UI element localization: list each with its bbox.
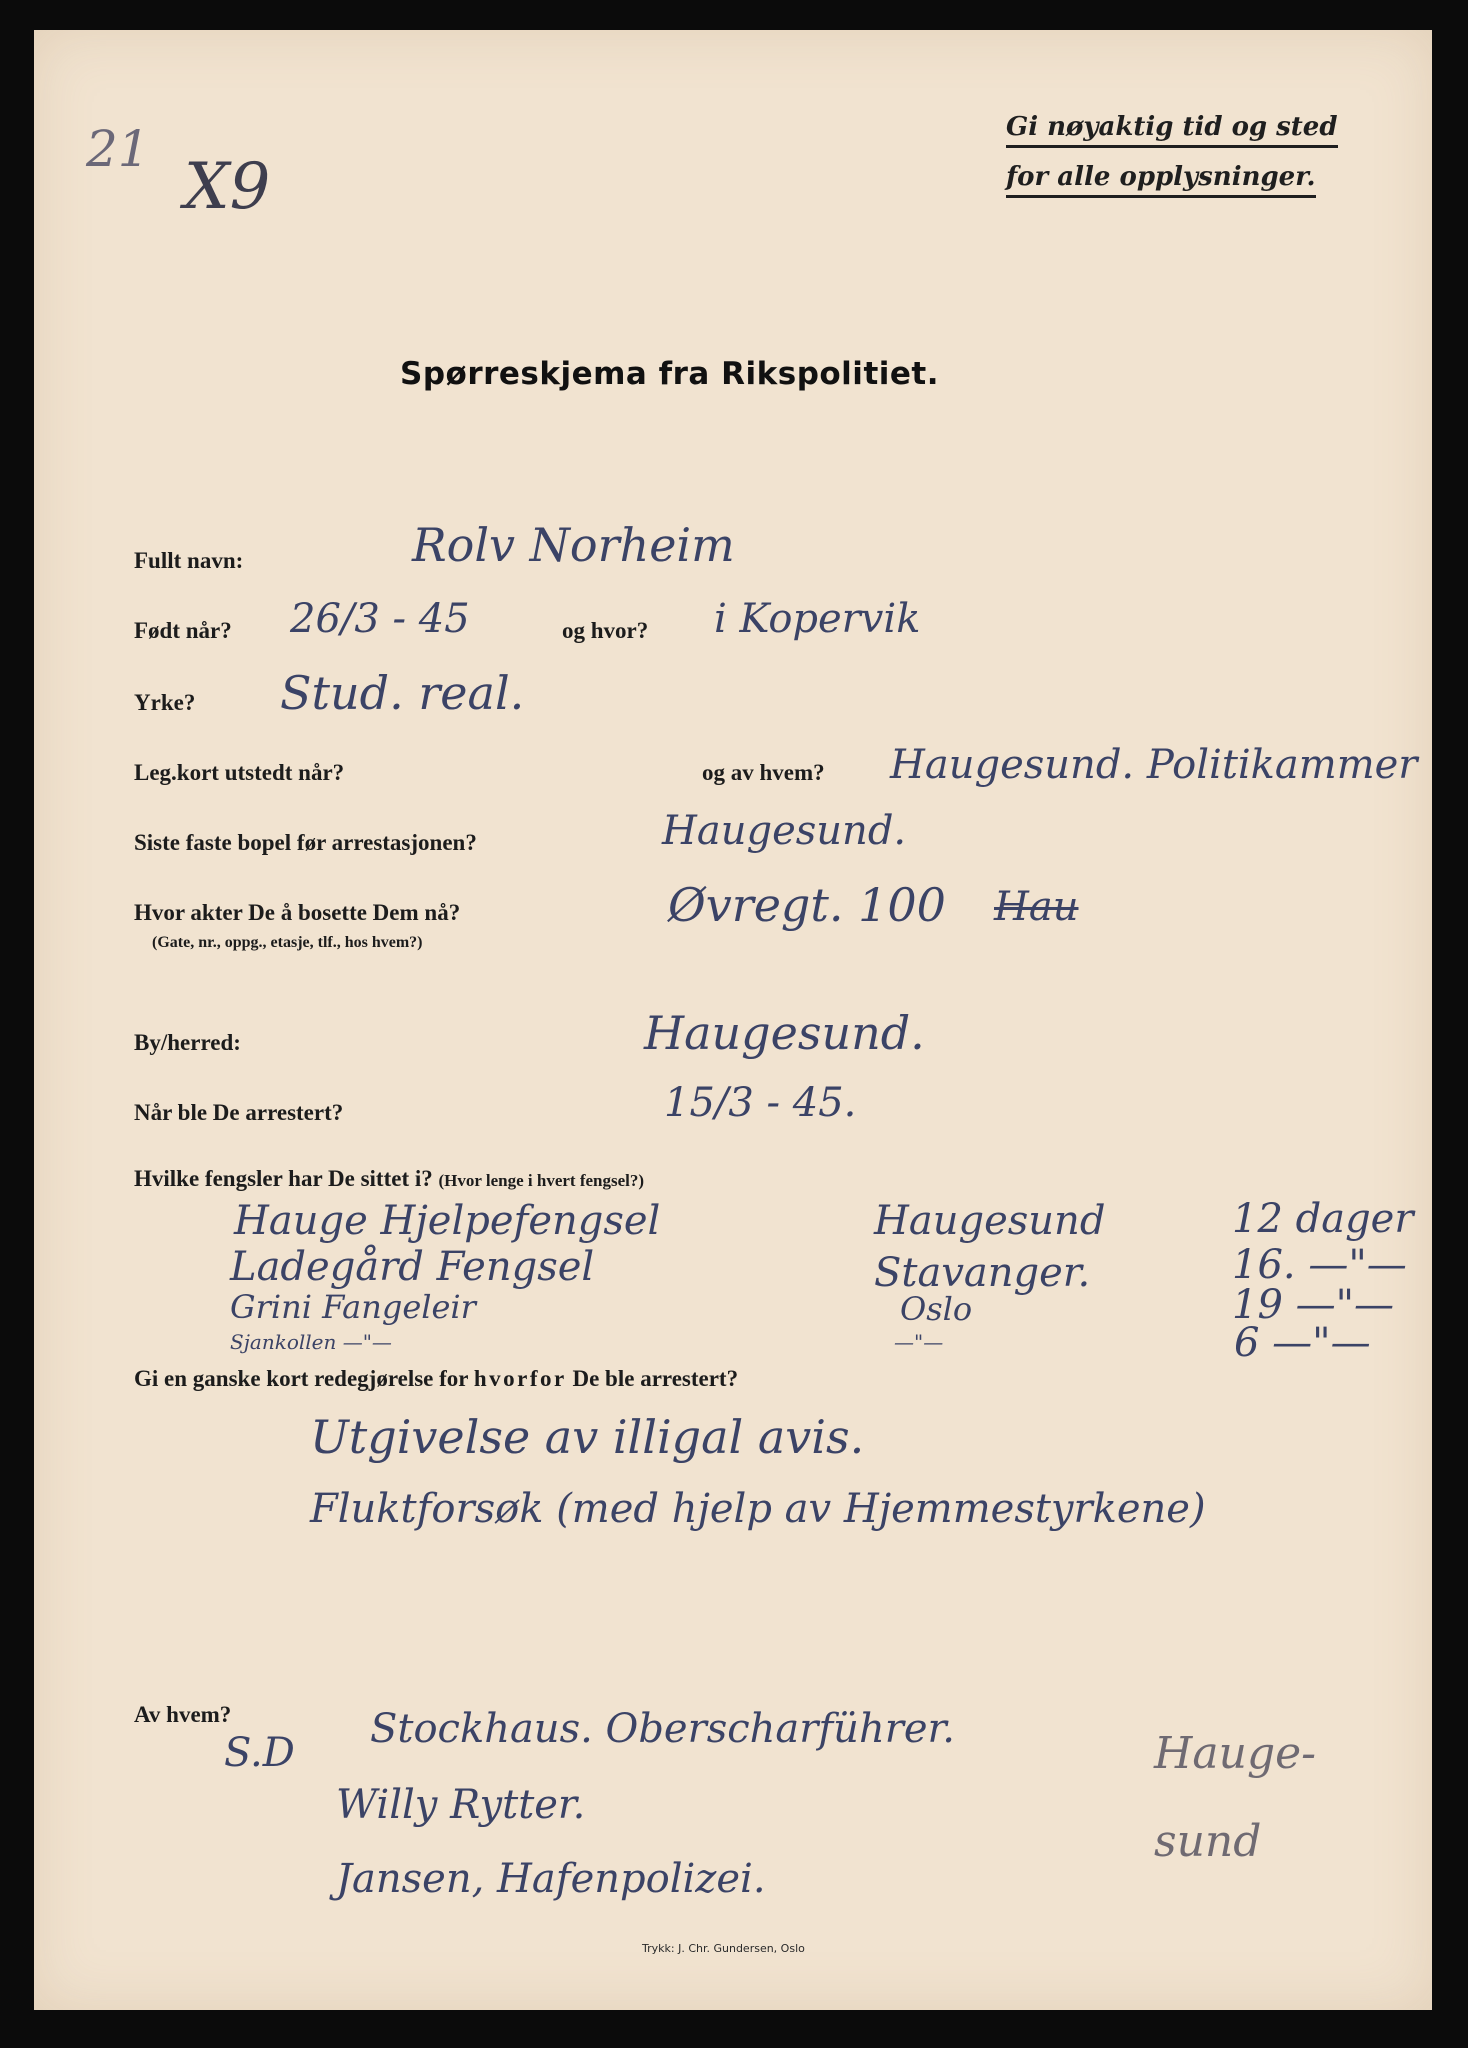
prison-row-2-name: Ladegård Fengsel bbox=[230, 1244, 595, 1290]
id-card-by-label: og av hvem? bbox=[702, 760, 825, 785]
bleed-through-smudge bbox=[964, 400, 1404, 520]
occupation-label: Yrke? bbox=[134, 690, 196, 715]
prison-row-3-duration: 19 —"— bbox=[1232, 1282, 1395, 1328]
born-where-answer: i Kopervik bbox=[714, 596, 921, 642]
id-card-by-answer: Haugesund. Politikammer bbox=[890, 742, 1418, 788]
notice-line-1: Gi nøyaktig tid og sted bbox=[1006, 112, 1338, 148]
id-card-issued-label: Leg.kort utstedt når? bbox=[134, 760, 345, 785]
prison-row-2-duration: 16. —"— bbox=[1232, 1242, 1407, 1288]
settle-where-label: Hvor akter De å bosette Dem nå? bbox=[134, 900, 461, 925]
printer-imprint: Trykk: J. Chr. Gundersen, Oslo bbox=[642, 1942, 805, 1955]
reason-line-2: Fluktforsøk (med hjelp av Hjemmestyrkene) bbox=[310, 1486, 1206, 1532]
settle-where-sublabel: (Gate, nr., oppg., etasje, tlf., hos hvem?) bbox=[152, 934, 423, 951]
prisons-label bbox=[134, 1166, 644, 1192]
arrested-when-label: Når ble De arrestert? bbox=[134, 1100, 344, 1125]
reason-label-prefix: Gi en ganske kort redegjørelse for bbox=[134, 1366, 469, 1391]
occupation-answer: Stud. real. bbox=[280, 666, 525, 720]
form-sheet bbox=[34, 30, 1432, 2010]
prisons-note: (Hvor lenge i hvert fengsel?) bbox=[438, 1171, 645, 1190]
reason-label bbox=[134, 1366, 738, 1392]
arrested-when-answer: 15/3 - 45. bbox=[664, 1080, 857, 1126]
prison-row-1-duration: 12 dager bbox=[1232, 1196, 1414, 1242]
prison-row-1-name: Hauge Hjelpefengsel bbox=[234, 1198, 661, 1244]
reason-label-suffix: De ble arrestert? bbox=[572, 1366, 739, 1391]
by-whom-label: Av hvem? bbox=[134, 1702, 232, 1727]
born-where-label: og hvor? bbox=[562, 618, 649, 643]
by-whom-line-3: Jansen, Hafenpolizei. bbox=[336, 1856, 766, 1902]
born-when-label: Født når? bbox=[134, 618, 232, 643]
settle-where-struck: Hau bbox=[994, 884, 1079, 930]
prison-row-3-name: Grini Fangeleir bbox=[230, 1288, 476, 1326]
prison-row-3-place: Oslo bbox=[900, 1290, 973, 1328]
prison-row-4-name: Sjankollen —"— bbox=[230, 1330, 392, 1354]
last-residence-answer: Haugesund. bbox=[662, 808, 907, 854]
by-whom-margin-note: S.D bbox=[224, 1730, 295, 1776]
full-name-label: Fullt navn: bbox=[134, 548, 244, 573]
prison-row-2-place: Stavanger. bbox=[874, 1250, 1091, 1296]
reason-line-1: Utgivelse av illigal avis. bbox=[310, 1410, 865, 1464]
full-name-answer: Rolv Norheim bbox=[412, 518, 735, 572]
prison-row-4-duration: 6 —"— bbox=[1234, 1320, 1371, 1366]
last-residence-label: Siste faste bopel før arrestasjonen? bbox=[134, 830, 477, 855]
settle-where-answer: Øvregt. 100 bbox=[668, 878, 946, 932]
by-whom-line-1: Stockhaus. Oberscharführer. bbox=[370, 1706, 955, 1752]
by-whom-pencil-note: Hauge- sund bbox=[1154, 1728, 1317, 1867]
town-answer: Haugesund. bbox=[644, 1006, 925, 1060]
town-label: By/herred: bbox=[134, 1030, 241, 1055]
corner-code: X9 bbox=[184, 150, 271, 224]
notice-line-2: for alle opplysninger. bbox=[1006, 162, 1316, 198]
prison-row-1-place: Haugesund bbox=[874, 1198, 1106, 1244]
prisons-label-text: Hvilke fengsler har De sittet i? bbox=[134, 1166, 433, 1191]
form-title: Spørreskjema fra Rikspolitiet. bbox=[400, 356, 940, 392]
born-when-answer: 26/3 - 45 bbox=[290, 596, 470, 642]
corner-number: 21 bbox=[86, 120, 150, 178]
by-whom-line-2: Willy Rytter. bbox=[336, 1782, 586, 1828]
reason-label-emph: hvorfor bbox=[473, 1366, 567, 1391]
prison-row-4-place: —"— bbox=[894, 1330, 944, 1354]
